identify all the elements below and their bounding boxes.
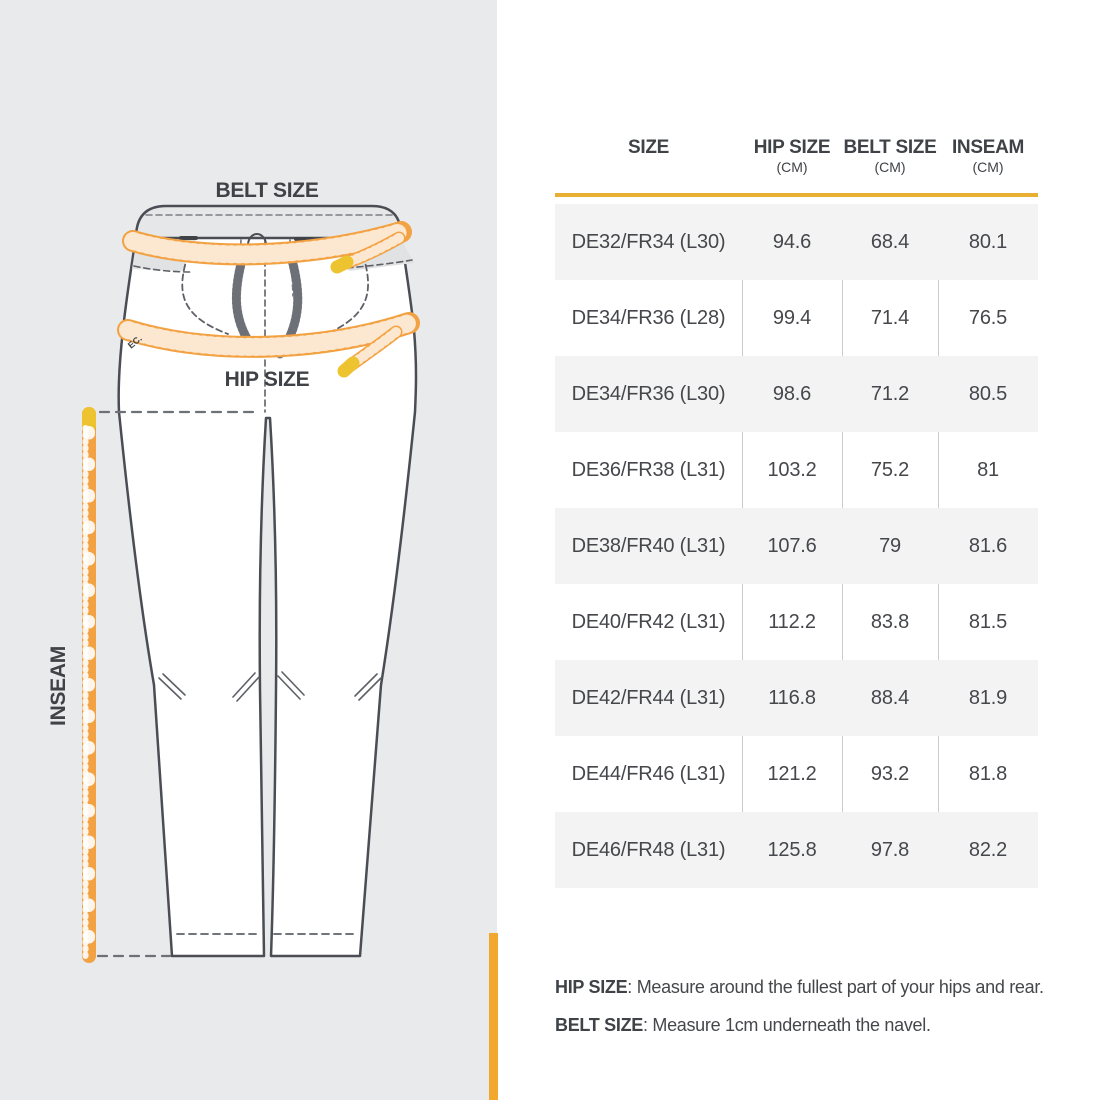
inseam-cell: 80.5 [968,382,1008,405]
table-row [555,584,1038,660]
size-cell: DE34/FR36 (L28) [571,306,726,329]
size-cell: DE34/FR36 (L30) [571,382,726,405]
size-cell: DE46/FR48 (L31) [571,838,726,861]
belt-cell: 83.8 [870,610,910,633]
size-cell: DE32/FR34 (L30) [571,230,726,253]
table-row [555,508,1038,584]
table-header [555,136,1038,176]
size-cell: DE42/FR44 (L31) [571,686,726,709]
belt-cell: 68.4 [870,230,910,253]
tape-tiny-text: EC. [125,333,144,351]
size-cell: DE36/FR38 (L31) [571,458,726,481]
table-row [555,356,1038,432]
table-row [555,812,1038,888]
inseam-cell: 82.2 [968,838,1008,861]
hip-cell: 107.6 [767,534,817,557]
header-hip-size: HIP SIZE (CM) [753,137,831,175]
hip-cell: 116.8 [768,686,816,709]
belt-size-note: BELT SIZE: Measure 1cm underneath the navel. [555,1015,931,1035]
hip-cell: 121.2 [767,762,817,785]
header-belt-size: BELT SIZE (CM) [843,137,937,175]
inseam-cell: 81.9 [968,686,1008,709]
measurement-notes [555,968,1100,1044]
header-inseam: INSEAM (CM) [951,137,1025,175]
hip-cell: 125.8 [767,838,817,861]
size-cell: DE38/FR40 (L31) [571,534,726,557]
hip-cell: 112.2 [768,610,816,633]
size-table [555,0,1038,900]
hip-cell: 94.6 [772,230,812,253]
hip-size-note: HIP SIZE: Measure around the fullest part of your hips and rear. [555,977,1044,997]
table-body [555,204,1038,888]
pants-measurement-diagram [0,0,497,1100]
table-row [555,204,1038,280]
inseam-label: INSEAM [47,646,70,726]
header-size: SIZE [627,137,670,158]
table-row [555,280,1038,356]
table-row [555,736,1038,812]
hip-size-label: HIP SIZE [224,368,310,391]
size-cell: DE40/FR42 (L31) [571,610,726,633]
belt-cell: 71.4 [870,306,910,329]
belt-cell: 93.2 [870,762,910,785]
size-cell: DE44/FR46 (L31) [571,762,726,785]
accent-bar [489,933,498,1100]
inseam-cell: 81.6 [968,534,1008,557]
header-underline [555,193,1038,197]
hip-cell: 98.6 [772,382,812,405]
inseam-cell: 81.5 [968,610,1008,633]
inseam-cell: 81.8 [968,762,1008,785]
belt-cell: 79 [879,534,901,557]
belt-size-label: BELT SIZE [215,179,319,202]
illustration-panel [0,0,497,1100]
inseam-cell: 80.1 [968,230,1008,253]
table-row [555,660,1038,736]
belt-cell: 75.2 [870,458,910,481]
belt-cell: 71.2 [870,382,910,405]
inseam-tape [86,414,90,956]
inseam-cell: 81 [977,458,999,481]
hip-cell: 103.2 [767,458,817,481]
inseam-cell: 76.5 [968,306,1008,329]
table-row [555,432,1038,508]
hip-cell: 99.4 [772,306,812,329]
belt-cell: 88.4 [870,686,910,709]
belt-cell: 97.8 [870,838,910,861]
